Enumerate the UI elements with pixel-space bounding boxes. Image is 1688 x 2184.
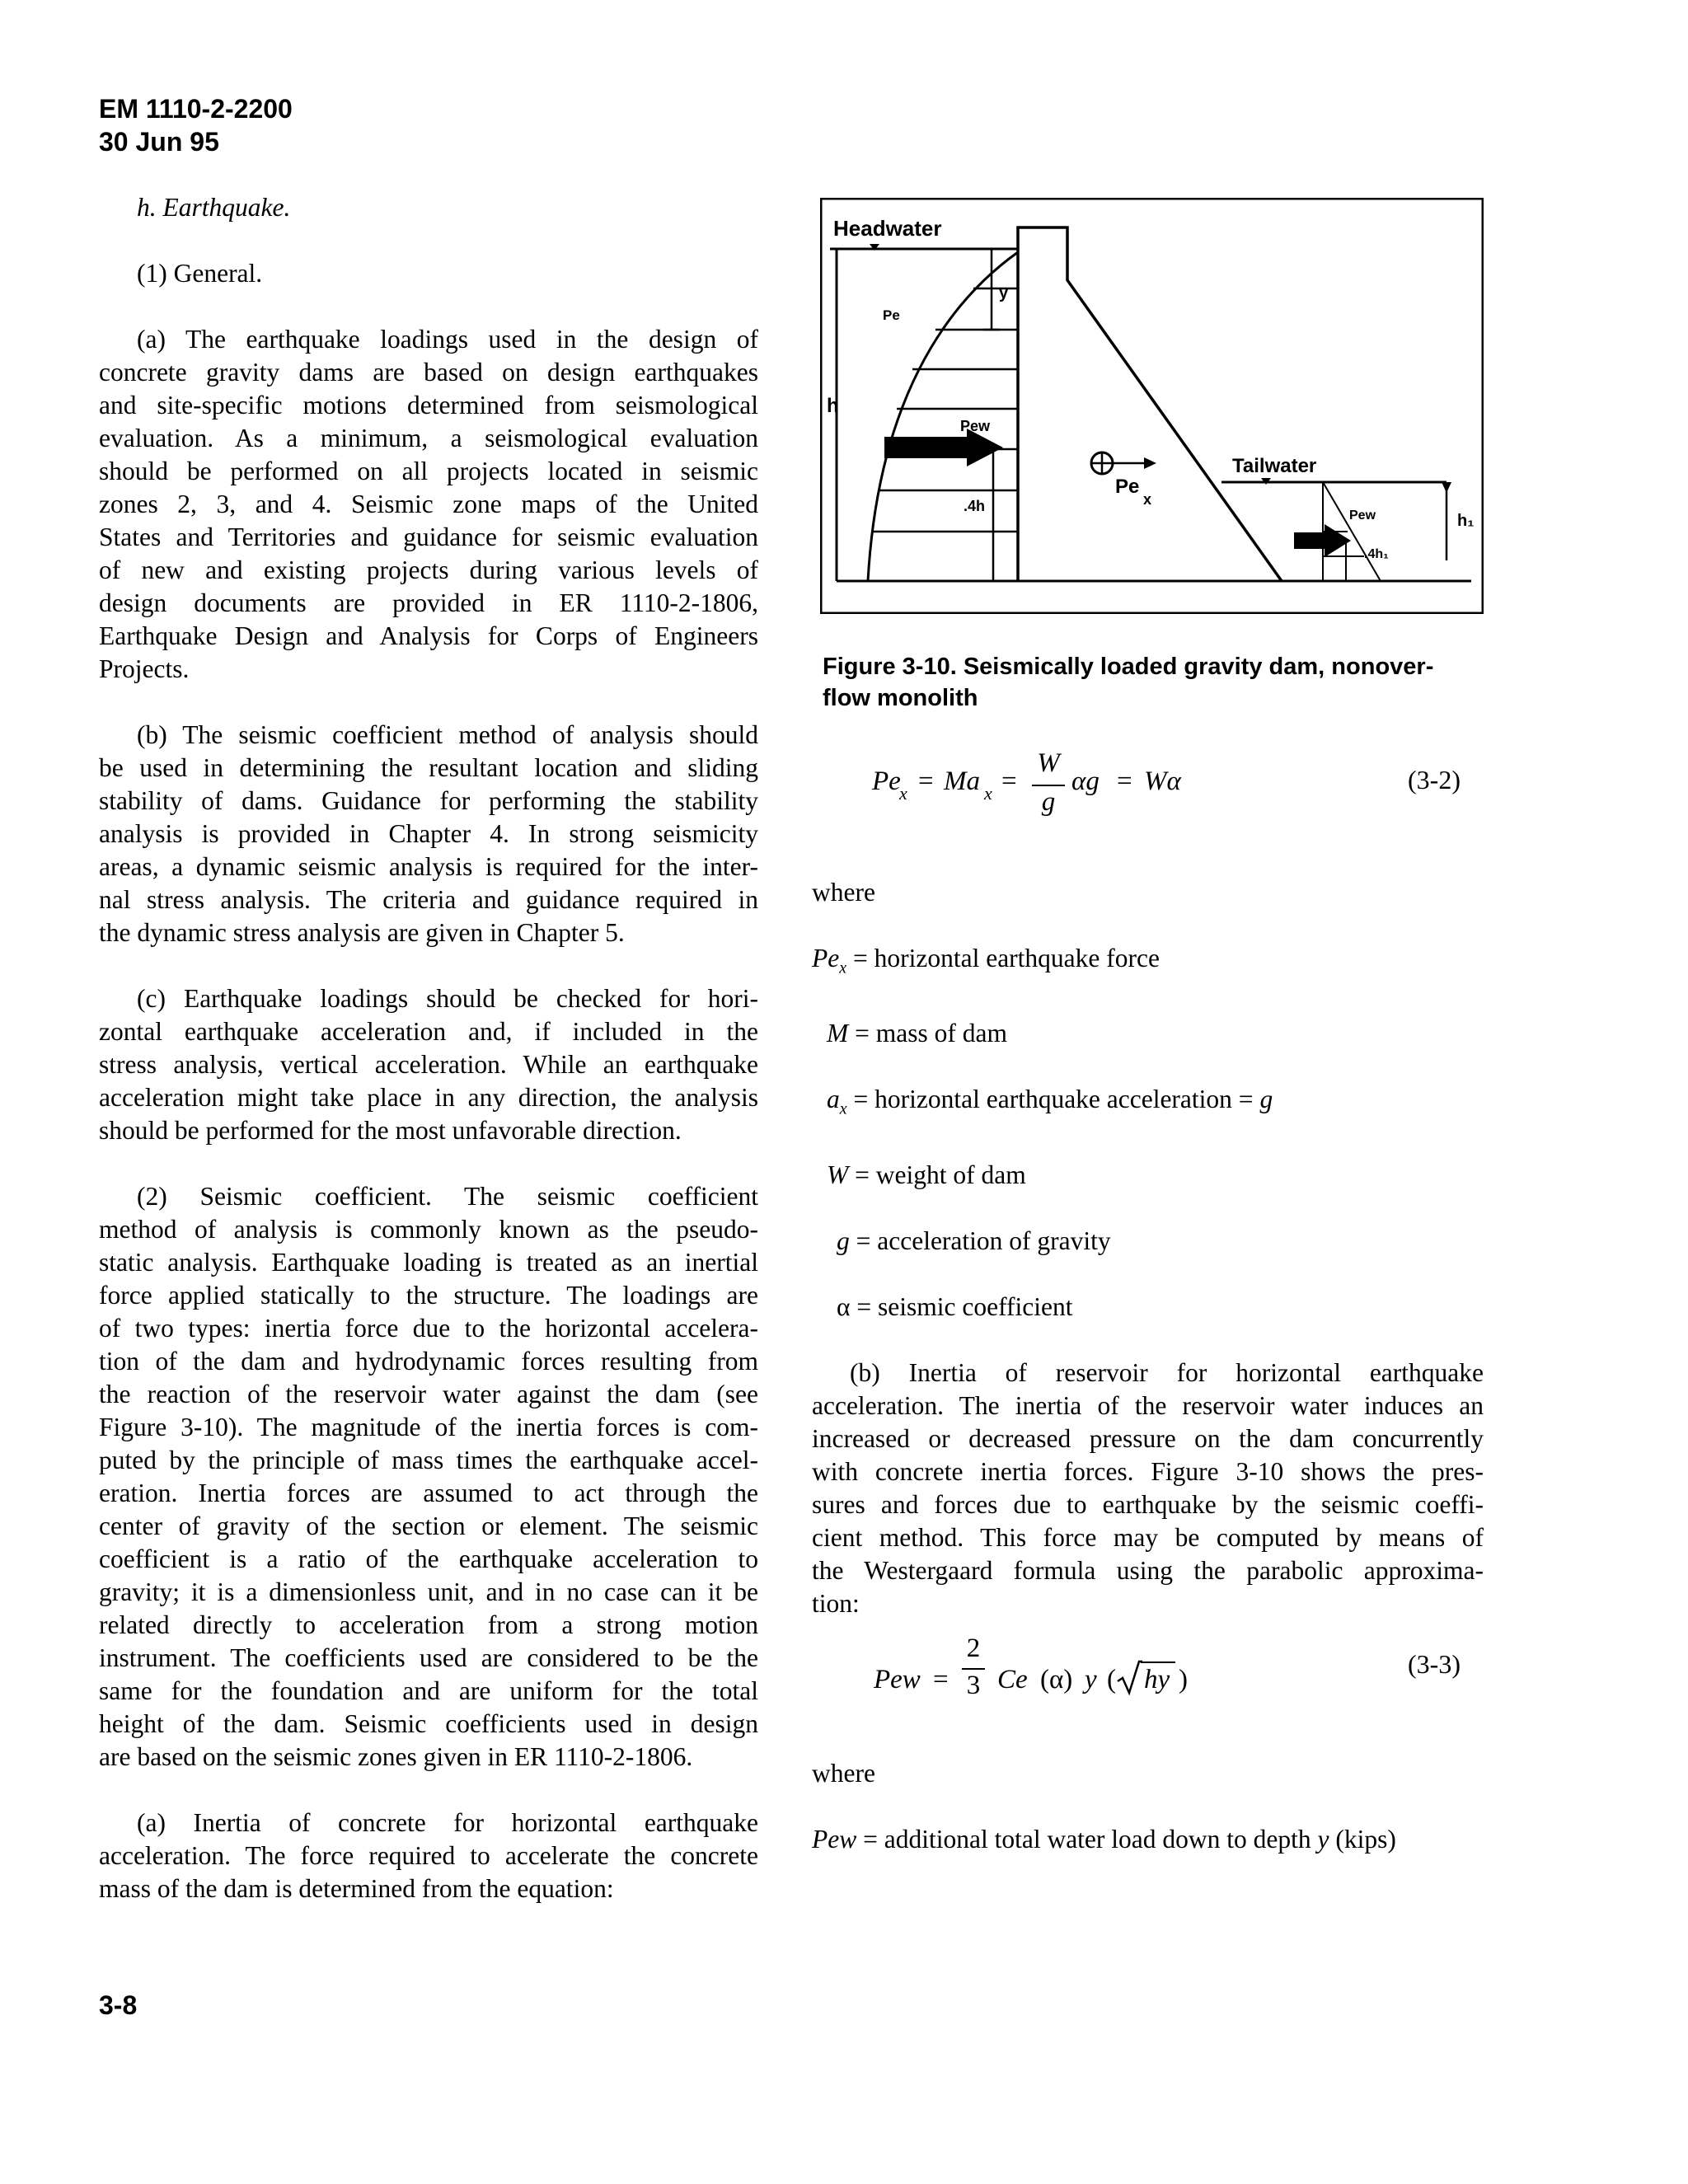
where-label: where (812, 878, 875, 907)
def-symbol: W (827, 1160, 849, 1189)
pew-arrow-shaft (884, 437, 967, 458)
def-symbol: M (827, 1019, 849, 1048)
eq33-radicand: hy (1144, 1665, 1170, 1694)
paragraph-seismic-coefficient (99, 1180, 758, 1774)
eq32-number: (3-2) (1408, 765, 1461, 794)
eq33-fraction-bar (962, 1668, 985, 1670)
eq33-ce: Ce (997, 1665, 1028, 1694)
definition-w (812, 1159, 1484, 1192)
text-line: force applied statically to the structure. The loadings are (99, 1281, 758, 1310)
text-line: instrument. The coefficients used are considered to be the (99, 1643, 758, 1672)
paragraph-inertia-reservoir (812, 1357, 1484, 1620)
height-label: h (827, 395, 839, 417)
text-line: tion: (812, 1588, 860, 1618)
text-line: Figure 3-10). The magnitude of the inertia forces is com- (99, 1413, 758, 1441)
eq32-numerator: W (1037, 748, 1060, 778)
definition-m (812, 1017, 1484, 1050)
text-line: the dynamic stress analysis are given in Chapter 5. (99, 918, 625, 947)
text-line: (c) Earthquake loadings should be checked for hori- (137, 984, 758, 1013)
tailwater-pew-label: Pew (1349, 509, 1376, 523)
text-line: are based on the seismic zones given in ER 1110-2-1806. (99, 1742, 693, 1771)
figure-gravity-dam-diagram (820, 198, 1484, 614)
text-line: height of the dam. Seismic coefficients used in design (99, 1709, 758, 1738)
document-number: EM 1110-2-2200 (99, 94, 293, 124)
text-line: zontal earthquake acceleration and, if included in the (99, 1017, 758, 1046)
text-line: (a) Inertia of concrete for horizontal earthquake (137, 1808, 758, 1837)
page-number: 3-8 (99, 1990, 138, 2020)
def-unit: (kips) (1329, 1825, 1396, 1854)
def-symbol: α (837, 1291, 851, 1321)
eq33-lhs: Pew (874, 1665, 921, 1694)
text-line: Earthquake Design and Analysis for Corps of Engineers (99, 621, 758, 650)
text-line: and site-specific motions determined from seismological (99, 391, 758, 419)
eq32-ma: Ma (944, 766, 980, 796)
right-column (812, 876, 1484, 1620)
text-line: gravity; it is a dimensionless unit, and in no case can it be (99, 1577, 758, 1606)
text-line: related directly to acceleration from a strong motion (99, 1610, 758, 1639)
text-line: acceleration. The force required to accelerate the concrete (99, 1841, 758, 1870)
text-line: stability of dams. Guidance for performing the stability (99, 786, 758, 815)
subsection-general: (1) General. (137, 259, 263, 288)
eq32-alpha-g: αg (1071, 766, 1100, 796)
def-text: = horizontal earthquake acceleration = (846, 1085, 1260, 1114)
def-subscript: x (839, 958, 847, 977)
text-line: of two types: inertia force due to the horizontal accelera- (99, 1314, 758, 1343)
def-text: = acceleration of gravity (849, 1226, 1111, 1255)
text-line: cient method. This force may be computed by means of (812, 1522, 1484, 1552)
square-root-icon (1116, 1660, 1142, 1696)
eq32-fraction-bar (1032, 785, 1065, 786)
text-line: sures and forces due to earthquake by the seismic coeffi- (812, 1489, 1484, 1519)
def-text: = weight of dam (848, 1160, 1026, 1189)
eq32-equals: = (1001, 766, 1017, 796)
eq33-alpha: (α) (1040, 1665, 1073, 1694)
tailwater-label: Tailwater (1232, 455, 1317, 477)
left-column (99, 191, 758, 1905)
definition-ax (812, 1083, 1484, 1125)
text-line: puted by the principle of mass times the earthquake accel- (99, 1446, 758, 1474)
text-line: zones 2, 3, and 4. Seismic zone maps of the United (99, 490, 758, 518)
text-line: tion of the dam and hydrodynamic forces resulting from (99, 1347, 758, 1376)
text-line: method of analysis is commonly known as the pseudo- (99, 1215, 758, 1244)
text-line: Projects. (99, 654, 190, 683)
headwater-label: Headwater (833, 216, 942, 241)
definition-g (812, 1225, 1484, 1258)
definition-alpha (812, 1291, 1484, 1324)
text-line: (2) Seismic coefficient. The seismic coefficient (137, 1182, 758, 1211)
def-y: y (1317, 1825, 1329, 1854)
def-symbol: Pew (812, 1825, 857, 1854)
point4h1-label: .4h₁ (1364, 547, 1389, 561)
text-line: of new and existing projects during various levels of (99, 555, 758, 584)
def-g: g (1259, 1085, 1273, 1114)
text-line: should be performed on all projects located in seismic (99, 457, 758, 485)
def-text: = mass of dam (848, 1019, 1007, 1048)
eq32-equals: = (918, 766, 934, 796)
eq33-equals: = (933, 1665, 949, 1694)
text-line: with concrete inertia forces. Figure 3-10 shows the pres- (812, 1456, 1484, 1486)
def-symbol: g (837, 1226, 850, 1255)
text-line: concrete gravity dams are based on design earthquakes (99, 358, 758, 387)
caption-line: Figure 3-10. Seismically loaded gravity dam, nonover- (823, 654, 1434, 680)
paragraph-inertia-concrete (99, 1807, 758, 1905)
eq32-equals: = (1117, 766, 1132, 796)
def-text: = seismic coefficient (850, 1291, 1073, 1321)
text-line: center of gravity of the section or element. The seismic (99, 1511, 758, 1540)
eq32-w-alpha: Wα (1144, 766, 1181, 796)
text-line: acceleration might take place in any direction, the analysis (99, 1083, 758, 1112)
pew-label: Pew (960, 418, 991, 434)
eq32-lhs-subscript: x (899, 783, 907, 804)
text-line: the reaction of the reservoir water against the dam (see (99, 1380, 758, 1408)
document-date: 30 Jun 95 (99, 127, 219, 157)
def-symbol: Pe (812, 944, 840, 972)
text-line: acceleration. The inertia of the reservoir water induces an (812, 1390, 1484, 1420)
text-line: coefficient is a ratio of the earthquake acceleration to (99, 1544, 758, 1573)
text-line: nal stress analysis. The criteria and guidance required in (99, 885, 758, 914)
def-symbol: a (827, 1085, 840, 1114)
text-line: (a) The earthquake loadings used in the design of (137, 325, 758, 354)
text-line: States and Territories and guidance for seismic evaluation (99, 523, 758, 551)
pex-label: Pe (1115, 476, 1140, 498)
definition-pew (812, 1823, 1484, 1856)
text-line: static analysis. Earthquake loading is treated as an inertial (99, 1248, 758, 1277)
text-line: be used in determining the resultant location and sliding (99, 753, 758, 782)
text-line: evaluation. As a minimum, a seismological evaluation (99, 424, 758, 452)
eq33-number: (3-3) (1408, 1649, 1461, 1679)
text-line: the Westergaard formula using the parabolic approxima- (812, 1555, 1484, 1585)
y-label: y (999, 284, 1009, 302)
caption-line: flow monolith (823, 685, 978, 711)
where-label: where (812, 1759, 875, 1788)
eq33-close-paren: ) (1179, 1665, 1188, 1694)
eq33-numerator: 2 (966, 1633, 981, 1663)
right-column-bottom (812, 1757, 1484, 1856)
eq32-lhs: Pe (872, 766, 901, 796)
text-line: eration. Inertia forces are assumed to act through the (99, 1479, 758, 1507)
text-line: analysis is provided in Chapter 4. In strong seismicity (99, 819, 758, 848)
text-line: areas, a dynamic seismic analysis is required for the inter- (99, 852, 758, 881)
h1-label: h₁ (1457, 512, 1475, 530)
pex-subscript: x (1143, 491, 1152, 508)
text-line: (b) The seismic coefficient method of analysis should (137, 720, 758, 749)
def-text: = additional total water load down to depth (856, 1825, 1318, 1854)
eq33-open-paren: ( (1107, 1665, 1116, 1694)
radical-bar (1141, 1661, 1175, 1663)
text-line: mass of the dam is determined from the equation: (99, 1874, 614, 1903)
text-line: should be performed for the most unfavorable direction. (99, 1116, 682, 1145)
definition-pex (812, 942, 1484, 984)
eq32-denominator: g (1041, 787, 1056, 817)
figure-caption (823, 651, 1498, 714)
def-text: = horizontal earthquake force (846, 944, 1160, 972)
def-subscript: x (839, 1099, 847, 1118)
paragraph-c (99, 982, 758, 1147)
tailwater-pew-arrow-shaft (1294, 532, 1325, 549)
eq33-y: y (1085, 1665, 1097, 1694)
text-line: (b) Inertia of reservoir for horizontal earthquake (850, 1357, 1484, 1387)
eq33-denominator: 3 (966, 1671, 981, 1700)
text-line: design documents are provided in ER 1110-2-1806, (99, 588, 758, 617)
paragraph-a (99, 323, 758, 686)
pe-label: Pe (883, 307, 900, 323)
section-heading-earthquake: h. Earthquake. (137, 193, 291, 222)
point4h-label: .4h (964, 498, 986, 514)
paragraph-b (99, 719, 758, 949)
text-line: stress analysis, vertical acceleration. While an earthquake (99, 1050, 758, 1079)
eq32-ma-subscript: x (984, 783, 992, 804)
text-line: increased or decreased pressure on the dam concurrently (812, 1423, 1484, 1453)
text-line: same for the foundation and are uniform for the total (99, 1676, 758, 1705)
